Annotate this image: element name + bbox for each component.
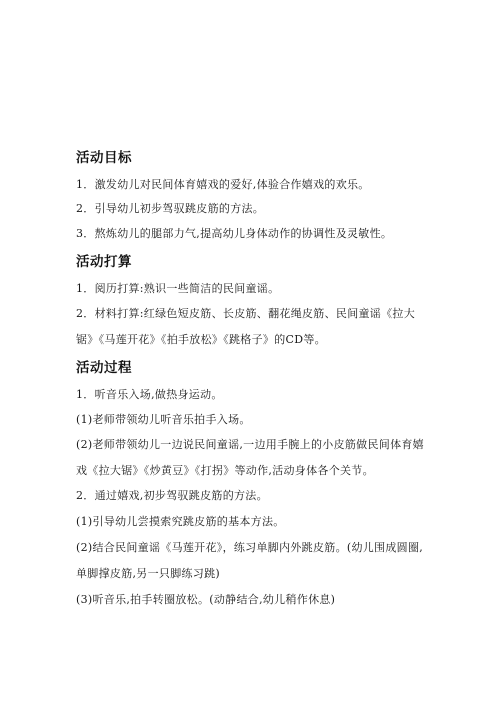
section-heading-process: 活动过程 [76, 360, 132, 376]
section-heading-preparation: 活动打算 [76, 254, 132, 270]
text-line: (3)听音乐,拍手转圈放松。(动静结合,幼儿稍作休息) [76, 593, 336, 606]
text-line: 戏《拉大锯》《炒黄豆》《打拐》等动作,活动身体各个关节。 [76, 464, 374, 477]
text-line: 1．阅历打算:熟识一些简洁的民间童谣。 [76, 282, 280, 295]
text-line: (1)引导幼儿尝摸索究跳皮筋的基本方法。 [76, 515, 285, 528]
text-line: 1．听音乐入场,做热身运动。 [76, 388, 223, 401]
text-line: 2．引导幼儿初步驾驭跳皮筋的方法。 [76, 202, 265, 215]
text-line: (2)老师带领幼儿一边说民间童谣,一边用手腕上的小皮筋做民间体育嬉 [76, 438, 424, 451]
section-heading-goals: 活动目标 [76, 150, 132, 166]
text-line: 锯》《马莲开花》《拍手放松》《跳格子》的CD等。 [76, 333, 326, 346]
text-line: 3．熬炼幼儿的腿部力气,提高幼儿身体动作的协调性及灵敏性。 [76, 227, 393, 240]
text-line: (2)结合民间童谣《马莲开花》，练习单脚内外跳皮筋。(幼儿围成圆圈, [76, 541, 424, 554]
text-line: 单脚撑皮筋,另一只脚练习跳) [76, 567, 220, 580]
text-line: (1)老师带领幼儿听音乐拍手入场。 [76, 413, 251, 426]
text-line: 2．通过嬉戏,初步驾驭跳皮筋的方法。 [76, 489, 268, 502]
text-line: 2．材料打算:红绿色短皮筋、长皮筋、翻花绳皮筋、民间童谣《拉大 [76, 307, 416, 320]
text-line: 1．激发幼儿对民间体育嬉戏的爱好,体验合作嬉戏的欢乐。 [76, 178, 370, 191]
